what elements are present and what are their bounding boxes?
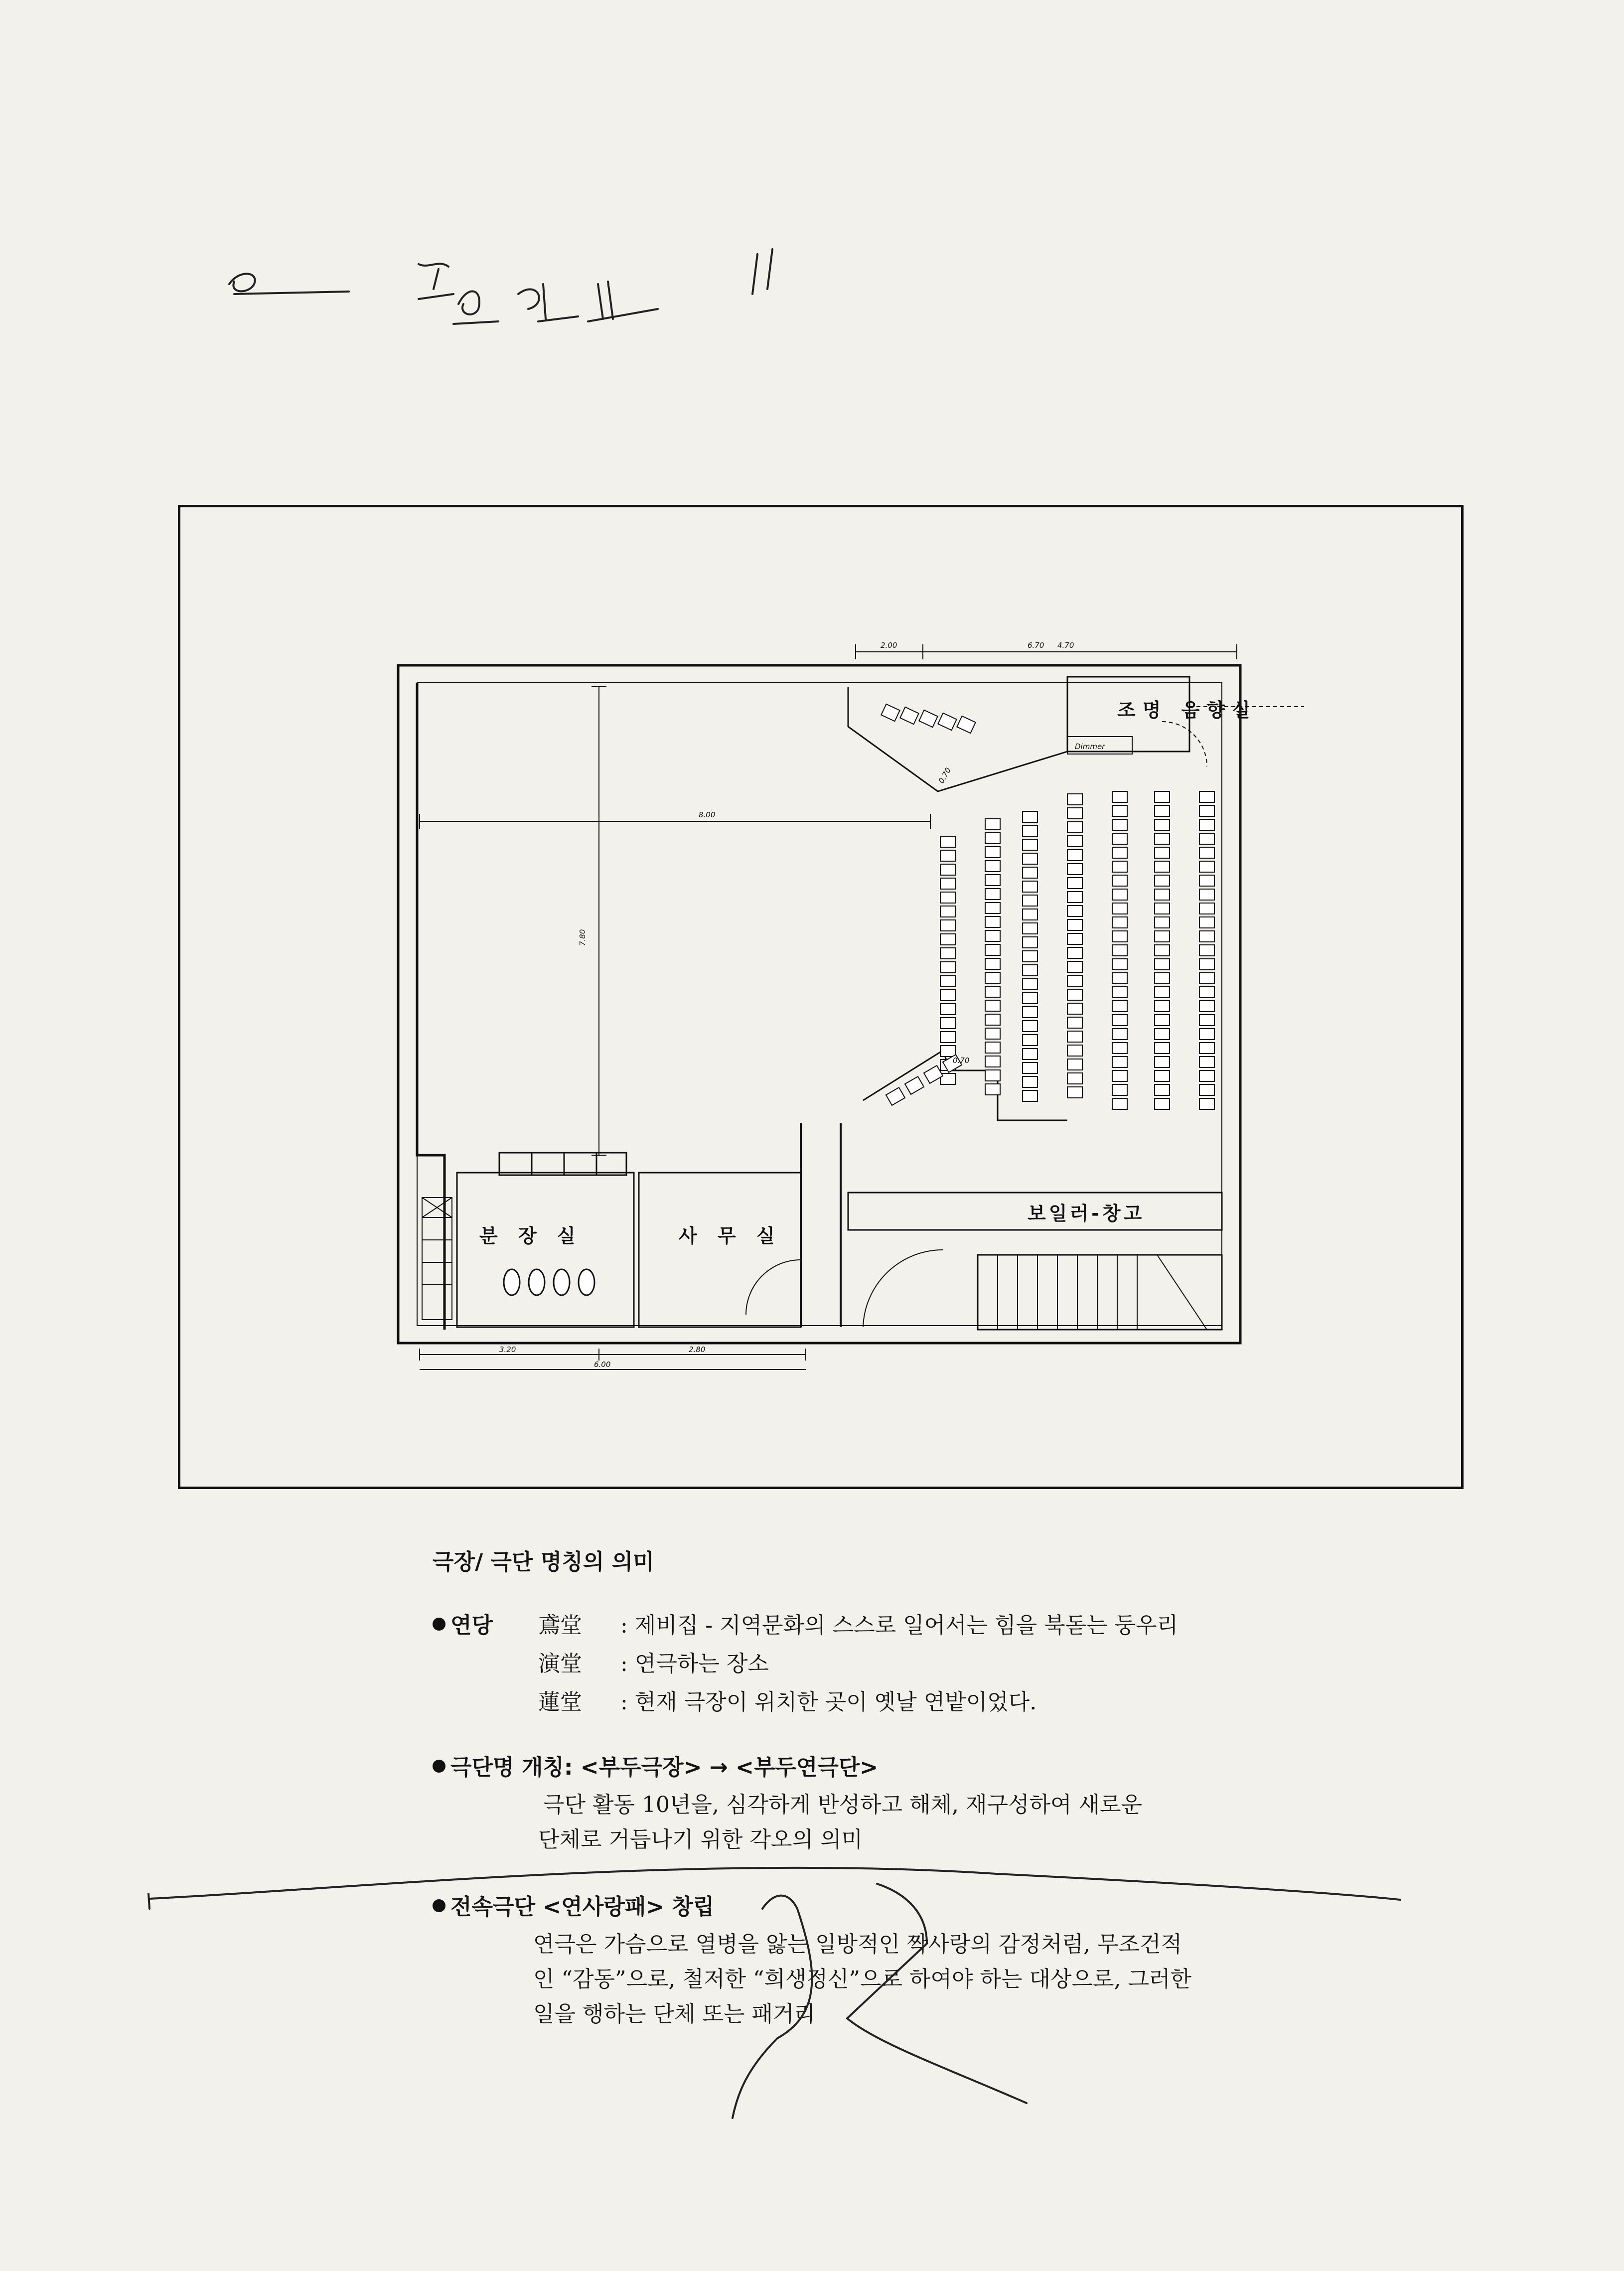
dim-top-right: 4.70 [1057,641,1074,650]
seat [1155,889,1170,900]
seat [1155,973,1170,984]
seat [1112,1057,1127,1067]
seat [940,850,955,861]
seat [940,948,955,959]
item-heading-founding: 전속극단 <연사랑패> 창립 [433,1889,714,1921]
pen-stroke [847,1884,1027,2103]
seat [985,1042,1000,1053]
pen-stroke [149,1868,1400,1900]
toilet-group [504,1269,594,1295]
seat [1112,847,1127,858]
seat [1155,987,1170,998]
seat [1199,973,1214,984]
seat [1023,825,1037,836]
office-room-label: 사 무 실 [679,1225,782,1247]
seat [1067,1073,1082,1084]
seat [1199,889,1214,900]
seat [1199,1001,1214,1012]
body-line: 연극은 가슴으로 열병을 앓는 일방적인 짝사랑의 감정처럼, 무조건적 [533,1932,1182,1957]
seat [985,944,1000,955]
floor-plan-frame [178,505,1464,1489]
dim-diag: 0.70 [936,766,953,785]
seat [1023,1035,1037,1046]
seat [1067,919,1082,930]
seat [1023,937,1037,948]
seat [940,1004,955,1015]
seat [1155,805,1170,816]
seat [1155,1084,1170,1095]
section-title: 극장/ 극단 명칭의 의미 [433,1549,654,1575]
dim-top-left: 2.00 [881,641,897,650]
seat [1023,1007,1037,1018]
definition-row: 鳶堂 : 제비집 - 지역문화의 스스로 일어서는 힘을 북돋는 둥우리 [538,1613,1179,1638]
seat [1023,1049,1037,1060]
seat [881,704,899,721]
definition-row: 蓮堂 : 현재 극장이 위치한 곳이 옛날 연밭이었다. [538,1689,1037,1715]
seat [957,716,975,733]
dim-bottom-total: 6.00 [594,1360,611,1369]
seat [1067,864,1082,875]
seat [1067,1045,1082,1056]
seat [1023,895,1037,906]
dim-stage-width: 8.00 [699,810,716,819]
seat [1112,1029,1127,1040]
seat [1023,867,1037,878]
seat [1067,850,1082,861]
seat [940,906,955,917]
seat [1199,1070,1214,1081]
seat [1067,933,1082,944]
seat [985,875,1000,886]
seat [1067,836,1082,847]
seat [1067,906,1082,916]
toilet [579,1269,594,1295]
seating-area [881,704,1214,1109]
seat [1067,822,1082,833]
toilet [529,1269,545,1295]
seat [985,1056,1000,1067]
seat [1199,1084,1214,1095]
seat [1112,805,1127,816]
dim-stage-depth: 7.80 [578,929,587,946]
seat [940,990,955,1001]
bullet-icon [433,1618,445,1631]
seat [886,1087,905,1105]
handwritten-annotation [219,234,842,354]
seat [940,1046,955,1057]
seat [1112,791,1127,802]
seat [985,916,1000,927]
seat [1067,1017,1082,1028]
seat [1112,861,1127,872]
seat [940,892,955,903]
seat [1155,847,1170,858]
seat [1112,1084,1127,1095]
seat [1067,947,1082,958]
seat [1067,961,1082,972]
seat [985,833,1000,844]
item-heading-yeondang: 연당 [433,1607,493,1639]
body-line: 일을 행하는 단체 또는 패거리 [533,2001,815,2027]
seat [1155,959,1170,970]
seat [1199,987,1214,998]
seat [1155,917,1170,928]
seat [940,1018,955,1029]
seat [985,889,1000,900]
seat [940,976,955,987]
seat [940,920,955,931]
seat [1199,833,1214,844]
dim-aisle: 0.70 [953,1056,970,1065]
seat [985,861,1000,872]
seat [1155,833,1170,844]
seat [1067,892,1082,903]
seat [900,707,918,724]
seat [1199,945,1214,956]
seat [1067,878,1082,889]
seat [985,1000,1000,1011]
seat [985,1070,1000,1081]
seat [1023,881,1037,892]
seat [1199,805,1214,816]
seat [1112,1015,1127,1026]
dim-bottom-left: 3.20 [499,1345,516,1354]
seat [1067,975,1082,986]
seat [1112,973,1127,984]
seat [1199,1057,1214,1067]
dim-bottom-right: 2.80 [689,1345,706,1354]
seat [940,962,955,973]
seat [1155,1057,1170,1067]
seat [1199,917,1214,928]
seat [1199,791,1214,802]
seat [1199,847,1214,858]
seat [1155,1029,1170,1040]
seat [940,864,955,875]
seat [1023,951,1037,962]
boiler-room-label: 보일러-창고 [1028,1203,1145,1224]
seat [1155,861,1170,872]
seat [1112,945,1127,956]
definition-row: 演堂 : 연극하는 장소 [538,1651,769,1676]
seat [1023,923,1037,934]
seat [940,1032,955,1043]
seat [985,1084,1000,1095]
seat [1155,931,1170,942]
seat [1112,1043,1127,1054]
seat [1023,1076,1037,1087]
seat [985,1014,1000,1025]
seat [1112,1070,1127,1081]
seat [1199,903,1214,914]
seat [1155,791,1170,802]
seat [1112,959,1127,970]
bullet-icon [433,1899,445,1912]
seat [1023,909,1037,920]
seat [1112,903,1127,914]
seat [940,934,955,945]
seat [1112,987,1127,998]
dim-top-total: 6.70 [1028,641,1044,650]
seat [1155,945,1170,956]
lighting-sound-room-label: 조명 음향실 [1117,699,1257,721]
seat [1023,979,1037,990]
seat [1023,1062,1037,1073]
seat [985,819,1000,830]
seat [1199,1098,1214,1109]
handwritten-note [229,249,772,324]
seat [1023,965,1037,976]
seat [938,713,956,730]
body-line: 인 “감동”으로, 철저한 “희생정신”으로 하여야 하는 대상으로, 그러한 [533,1967,1191,1992]
seat [985,958,1000,969]
seat [1199,959,1214,970]
body-line: 단체로 거듭나기 위한 각오의 의미 [538,1827,863,1852]
seat [1199,1043,1214,1054]
seat [1067,1059,1082,1070]
seat [1067,1003,1082,1014]
seat [1112,931,1127,942]
seat [1155,819,1170,830]
seat [1155,903,1170,914]
seat [1112,1098,1127,1109]
seat [919,710,937,727]
seat [1067,1031,1082,1042]
seat [1155,1001,1170,1012]
seat [1023,1090,1037,1101]
seat [1112,833,1127,844]
seat [1199,819,1214,830]
body-line: 극단 활동 10년을, 심각하게 반성하고 해체, 재구성하여 새로운 [543,1792,1142,1817]
seat [1199,861,1214,872]
seat [1067,1087,1082,1098]
seat [1199,1029,1214,1040]
seat [1112,889,1127,900]
seat [1199,1015,1214,1026]
seat [1155,1070,1170,1081]
pen-stroke [148,1894,149,1909]
seat [1023,853,1037,864]
seat [985,847,1000,858]
seat [1023,1021,1037,1032]
stage-outline [417,683,444,1330]
seat [1112,917,1127,928]
seat [940,836,955,847]
dressing-room-label: 분 장 실 [479,1225,583,1247]
seat [1155,1043,1170,1054]
seat [1112,1001,1127,1012]
seat [1023,993,1037,1004]
seat [1199,931,1214,942]
seat [985,930,1000,941]
seat [985,1028,1000,1039]
seat [940,878,955,889]
dressing-room-outline [457,1173,634,1327]
toilet [504,1269,520,1295]
seat [985,986,1000,997]
seat [1112,875,1127,886]
toilet [554,1269,570,1295]
dimmer-label: Dimmer [1075,742,1105,751]
seat [1155,875,1170,886]
seat [985,903,1000,913]
seat [905,1076,924,1094]
office-outline [639,1173,801,1327]
seat [1067,989,1082,1000]
seat [1112,819,1127,830]
seat [1199,875,1214,886]
seat [1023,839,1037,850]
seat [1023,811,1037,822]
floor-plan-drawing [180,507,1461,1487]
seat [985,972,1000,983]
seat [1067,808,1082,819]
seat [1155,1015,1170,1026]
seat [1067,794,1082,805]
bullet-icon [433,1760,445,1773]
item-heading-rename: 극단명 개칭: <부두극장> → <부두연극단> [433,1749,878,1781]
seat [1155,1098,1170,1109]
